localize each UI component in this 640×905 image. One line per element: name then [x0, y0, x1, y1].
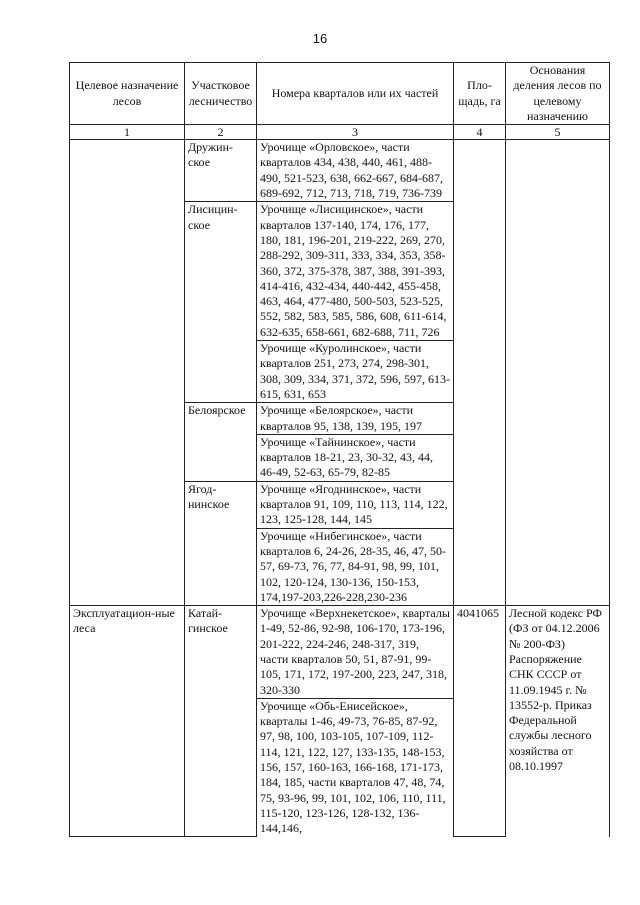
- table-row: [70, 403, 610, 435]
- quarters-cell: Урочище «Куролинское», части кварталов 251, 273, 274, 298-301, 308, 309, 334, 371, 372, 596, 597, 613-615, 631, 653: [257, 341, 454, 403]
- district-cell: Дружин-ское: [185, 140, 257, 202]
- forest-purpose-table: [69, 62, 610, 837]
- header-district: Участковое лесничество: [185, 63, 257, 125]
- basis-cell: [506, 341, 610, 403]
- table-row: [70, 341, 610, 403]
- quarters-cell: Урочище «Лисицинское», части кварталов 137-140, 174, 176, 177, 180, 181, 196-201, 219-222, 269, 270, 288-292, 309-311, 333, 334, 353, 358-360, 372, 375-378, 387, 388, 391-393, 414-416, 432-434, 440-442, 455-458, 463, 464, 477-480, 500-503, 523-525, 552, 582, 583, 585, 586, 608, 611-614, 632-635, 658-661, 682-688, 711, 726: [257, 202, 454, 341]
- quarters-cell: Урочище «Белоярское», части кварталов 95, 138, 139, 195, 197: [257, 403, 454, 435]
- header-purpose: Целевое назначение лесов: [70, 63, 185, 125]
- basis-cell: [506, 481, 610, 528]
- column-number: 2: [185, 125, 257, 140]
- purpose-cell: Эксплуатацион-ные леса: [70, 606, 185, 837]
- quarters-cell: Урочище «Орловское», части кварталов 434, 438, 440, 461, 488-490, 521-523, 638, 662-667, 684-687, 689-692, 712, 713, 718, 719, 736-739: [257, 140, 454, 202]
- quarters-cell: Урочище «Ягоднинское», части кварталов 91, 109, 110, 113, 114, 122, 123, 125-128, 144, 145: [257, 481, 454, 528]
- basis-cell: [506, 434, 610, 481]
- quarters-cell: Урочище «Тайнинское», части кварталов 18-21, 23, 30-32, 43, 44, 46-49, 52-63, 65-79, 82-85: [257, 434, 454, 481]
- district-cell: Белоярское: [185, 403, 257, 481]
- quarters-cell: Урочище «Нибегинское», части кварталов 6, 24-26, 28-35, 46, 47, 50-57, 69-73, 76, 77, 84-91, 98, 99, 101, 102, 120-124, 130-136, 150-153, 174,197-203,226-228,230-236: [257, 528, 454, 605]
- table-row: [70, 606, 610, 699]
- area-cell: [454, 140, 506, 202]
- basis-cell: [506, 403, 610, 435]
- basis-cell: [506, 202, 610, 341]
- purpose-cell: [70, 202, 185, 341]
- purpose-cell: [70, 481, 185, 528]
- column-number-row: [70, 125, 610, 140]
- district-cell: Ягод-нинское: [185, 481, 257, 605]
- area-cell: [454, 434, 506, 481]
- basis-cell: [506, 528, 610, 605]
- header-row: [70, 63, 610, 125]
- quarters-cell: Урочище «Обь-Енисейское», кварталы 1-46, 49-73, 76-85, 87-92, 97, 98, 100, 103-105, 107-109, 112-114, 121, 122, 127, 133-135, 148-153, 156, 157, 160-163, 166-168, 171-173, 184, 185, части кварталов 47, 48, 74, 75, 93-96, 99, 101, 102, 106, 110, 111, 115-120, 123-126, 128-132, 136-144,146,: [257, 698, 454, 836]
- area-cell: [454, 403, 506, 435]
- header-area: Пло-щадь, га: [454, 63, 506, 125]
- column-number: 5: [506, 125, 610, 140]
- column-number: 4: [454, 125, 506, 140]
- purpose-cell: [70, 140, 185, 202]
- table-row: [70, 202, 610, 341]
- table-row: [70, 140, 610, 202]
- area-cell: [454, 528, 506, 605]
- basis-cell: Лесной кодекс РФ (ФЗ от 04.12.2006 № 200-ФЗ) Распоряжение СНК СССР от 11.09.1945 г. № 13552-р. Приказ Федеральной службы лесного хозяйства от 08.10.1997: [506, 606, 610, 837]
- district-cell: Лисицин-ское: [185, 202, 257, 403]
- purpose-cell: [70, 403, 185, 435]
- basis-cell: [506, 140, 610, 202]
- district-cell: Катай-гинское: [185, 606, 257, 837]
- area-cell: [454, 341, 506, 403]
- header-quarters: Номера кварталов или их частей: [257, 63, 454, 125]
- table-row: [70, 528, 610, 605]
- area-cell: [454, 481, 506, 528]
- quarters-cell: Урочище «Верхнекетское», кварталы 1-49, 52-86, 92-98, 106-170, 173-196, 201-222, 224-246, 248-317, 319, части кварталов 50, 51, 87-91, 99-105, 171, 172, 197-200, 223, 247, 318, 320-330: [257, 606, 454, 699]
- header-basis: Основания деления лесов по целевому назначению: [506, 63, 610, 125]
- page-number: 16: [312, 31, 328, 46]
- table-row: [70, 434, 610, 481]
- purpose-cell: [70, 434, 185, 481]
- area-cell: [454, 202, 506, 341]
- area-cell: 4041065: [454, 606, 506, 837]
- table-row: [70, 481, 610, 528]
- column-number: 1: [70, 125, 185, 140]
- purpose-cell: [70, 341, 185, 403]
- column-number: 3: [257, 125, 454, 140]
- purpose-cell: [70, 528, 185, 605]
